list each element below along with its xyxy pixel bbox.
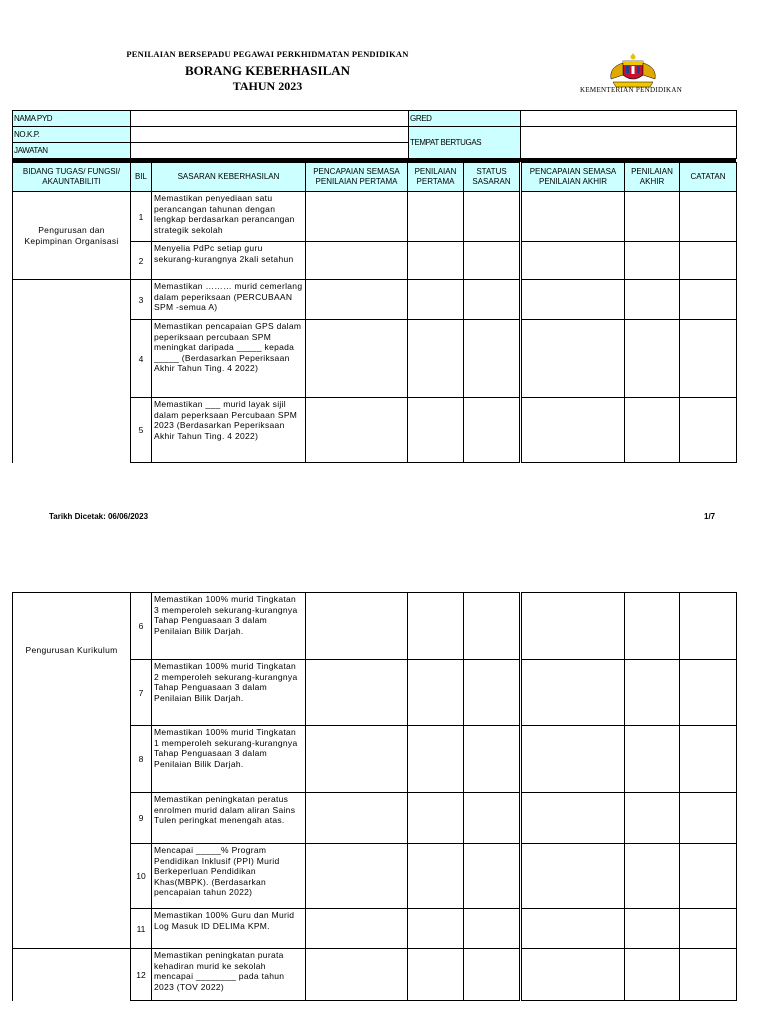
input-cell[interactable] bbox=[625, 909, 680, 949]
input-cell[interactable] bbox=[680, 909, 737, 949]
table-row bbox=[13, 280, 737, 320]
input-cell[interactable] bbox=[464, 726, 521, 793]
keberhasilan-table-page1 bbox=[12, 162, 737, 463]
bil-cell: 1 bbox=[131, 192, 152, 242]
col-catatan: CATATAN bbox=[680, 163, 737, 192]
bil-cell: 8 bbox=[131, 726, 152, 793]
input-cell[interactable] bbox=[464, 398, 521, 463]
input-cell[interactable] bbox=[408, 242, 464, 280]
sasaran-cell: Memastikan ___ murid layak sijil dalam peperksaan Percubaan SPM 2023 (Berdasarkan Peperiksaan Akhir Tahun Ting. 4 2022) bbox=[152, 398, 306, 463]
input-cell[interactable] bbox=[521, 320, 625, 398]
input-cell[interactable] bbox=[306, 320, 408, 398]
bil-cell: 5 bbox=[131, 398, 152, 463]
table-row bbox=[13, 593, 737, 660]
nokp-label: NO.K.P. bbox=[13, 127, 131, 143]
bidang-cell-empty bbox=[13, 280, 131, 463]
col-bidang: BIDANG TUGAS/ FUNGSI/ AKAUNTABILITI bbox=[13, 163, 131, 192]
input-cell[interactable] bbox=[464, 242, 521, 280]
input-cell[interactable] bbox=[680, 320, 737, 398]
input-cell[interactable] bbox=[306, 660, 408, 726]
input-cell[interactable] bbox=[306, 793, 408, 844]
input-cell[interactable] bbox=[408, 949, 464, 1001]
input-cell[interactable] bbox=[680, 660, 737, 726]
input-cell[interactable] bbox=[464, 320, 521, 398]
input-cell[interactable] bbox=[680, 726, 737, 793]
input-cell[interactable] bbox=[521, 844, 625, 909]
gred-label: GRED bbox=[409, 111, 521, 127]
input-cell[interactable] bbox=[408, 844, 464, 909]
input-cell[interactable] bbox=[306, 909, 408, 949]
sasaran-cell: Memastikan peningkatan purata kehadiran murid ke sekolah mencapai ________ pada tahun 2023 (TOV 2022) bbox=[152, 949, 306, 1001]
input-cell[interactable] bbox=[464, 660, 521, 726]
col-sasaran: SASARAN KEBERHASILAN bbox=[152, 163, 306, 192]
bidang-cell: Pengurusan dan Kepimpinan Organisasi bbox=[13, 192, 131, 280]
sasaran-cell: Mencapai _____% Program Pendidikan Inklusif (PPI) Murid Berkeperluan Pendidikan Khas(MBPK). (Berdasarkan pencapaian tahun 2022) bbox=[152, 844, 306, 909]
sasaran-cell: Memastikan 100% Guru dan Murid Log Masuk ID DELIMa KPM. bbox=[152, 909, 306, 949]
form-header-line1: PENILAIAN BERSEPADU PEGAWAI PERKHIDMATAN PENDIDIKAN bbox=[126, 49, 409, 59]
sasaran-cell: Memastikan pencapaian GPS dalam peperiksaan percubaan SPM meningkat daripada _____ kepada _____ (Berdasarkan Peperiksaan Akhir Tahun Ting. 4 2022) bbox=[152, 320, 306, 398]
input-cell[interactable] bbox=[625, 949, 680, 1001]
input-cell[interactable] bbox=[625, 593, 680, 660]
sasaran-cell: Memastikan 100% murid Tingkatan 2 memperoleh sekurang-kurangnya Tahap Penguasaan 3 dalam Penilaian Bilik Darjah. bbox=[152, 660, 306, 726]
keberhasilan-table-page2 bbox=[12, 592, 737, 1001]
input-cell[interactable] bbox=[521, 793, 625, 844]
coat-of-arms-icon bbox=[605, 51, 661, 89]
sasaran-cell: Memastikan penyediaan satu perancangan tahunan dengan lengkap berdasarkan perancangan strategik sekolah bbox=[152, 192, 306, 242]
input-cell[interactable] bbox=[625, 280, 680, 320]
col-pencapaian-akhir: PENCAPAIAN SEMASA PENILAIAN AKHIR bbox=[521, 163, 625, 192]
nokp-value[interactable] bbox=[131, 127, 409, 143]
input-cell[interactable] bbox=[680, 242, 737, 280]
input-cell[interactable] bbox=[464, 949, 521, 1001]
input-cell[interactable] bbox=[625, 192, 680, 242]
input-cell[interactable] bbox=[680, 280, 737, 320]
bidang-cell-empty bbox=[13, 949, 131, 1001]
info-table bbox=[12, 110, 737, 159]
input-cell[interactable] bbox=[306, 280, 408, 320]
bil-cell: 11 bbox=[131, 909, 152, 949]
input-cell[interactable] bbox=[521, 398, 625, 463]
form-title: BORANG KEBERHASILAN bbox=[184, 63, 351, 78]
print-date: Tarikh Dicetak: 06/06/2023 bbox=[49, 512, 149, 521]
table-row bbox=[13, 949, 737, 1001]
sasaran-cell: Memastikan peningkatan peratus enrolmen murid dalam aliran Sains Tulen peringkat menengah atas. bbox=[152, 793, 306, 844]
bil-cell: 9 bbox=[131, 793, 152, 844]
input-cell[interactable] bbox=[306, 844, 408, 909]
nama-pyd-value[interactable] bbox=[131, 111, 409, 127]
input-cell[interactable] bbox=[680, 398, 737, 463]
input-cell[interactable] bbox=[408, 593, 464, 660]
input-cell[interactable] bbox=[464, 909, 521, 949]
form-year: TAHUN 2023 bbox=[232, 79, 303, 93]
bil-cell: 12 bbox=[131, 949, 152, 1001]
input-cell[interactable] bbox=[521, 280, 625, 320]
input-cell[interactable] bbox=[521, 909, 625, 949]
input-cell[interactable] bbox=[625, 320, 680, 398]
input-cell[interactable] bbox=[464, 793, 521, 844]
input-cell[interactable] bbox=[625, 793, 680, 844]
input-cell[interactable] bbox=[408, 320, 464, 398]
page-number: 1/7 bbox=[704, 512, 716, 521]
input-cell[interactable] bbox=[680, 593, 737, 660]
input-cell[interactable] bbox=[408, 398, 464, 463]
bil-cell: 7 bbox=[131, 660, 152, 726]
input-cell[interactable] bbox=[625, 844, 680, 909]
input-cell[interactable] bbox=[464, 280, 521, 320]
input-cell[interactable] bbox=[680, 949, 737, 1001]
input-cell[interactable] bbox=[408, 726, 464, 793]
input-cell[interactable] bbox=[521, 242, 625, 280]
input-cell[interactable] bbox=[464, 192, 521, 242]
table-row bbox=[13, 192, 737, 242]
jawatan-label: JAWATAN bbox=[13, 143, 131, 159]
input-cell[interactable] bbox=[680, 793, 737, 844]
bil-cell: 2 bbox=[131, 242, 152, 280]
bil-cell: 6 bbox=[131, 593, 152, 660]
input-cell[interactable] bbox=[680, 844, 737, 909]
sasaran-cell: Memastikan 100% murid Tingkatan 1 memperoleh sekurang-kurangnya Tahap Penguasaan 3 dalam Penilaian Bilik Darjah. bbox=[152, 726, 306, 793]
col-pencapaian-pertama: PENCAPAIAN SEMASA PENILAIAN PERTAMA bbox=[306, 163, 408, 192]
input-cell[interactable] bbox=[408, 793, 464, 844]
sasaran-cell: Menyelia PdPc setiap guru sekurang-kurangnya 2kali setahun bbox=[152, 242, 306, 280]
input-cell[interactable] bbox=[306, 726, 408, 793]
bil-cell: 4 bbox=[131, 320, 152, 398]
col-penilaian-pertama: PENILAIAN PERTAMA bbox=[408, 163, 464, 192]
input-cell[interactable] bbox=[464, 844, 521, 909]
tempat-bertugas-label: TEMPAT BERTUGAS bbox=[409, 127, 521, 159]
input-cell[interactable] bbox=[625, 726, 680, 793]
input-cell[interactable] bbox=[408, 909, 464, 949]
input-cell[interactable] bbox=[408, 660, 464, 726]
input-cell[interactable] bbox=[408, 192, 464, 242]
bil-cell: 3 bbox=[131, 280, 152, 320]
input-cell[interactable] bbox=[625, 398, 680, 463]
col-status: STATUS SASARAN bbox=[464, 163, 521, 192]
table-header-row bbox=[13, 163, 737, 192]
bidang-cell: Pengurusan Kurikulum bbox=[13, 593, 131, 949]
sasaran-cell: Memastikan ……… murid cemerlang dalam peperiksaan (PERCUBAAN SPM -semua A) bbox=[152, 280, 306, 320]
input-cell[interactable] bbox=[464, 593, 521, 660]
col-bil: BIL bbox=[131, 163, 152, 192]
jawatan-value[interactable] bbox=[131, 143, 409, 159]
col-penilaian-akhir: PENILAIAN AKHIR bbox=[625, 163, 680, 192]
input-cell[interactable] bbox=[521, 949, 625, 1001]
input-cell[interactable] bbox=[521, 192, 625, 242]
input-cell[interactable] bbox=[408, 280, 464, 320]
gred-value[interactable] bbox=[521, 111, 737, 127]
input-cell[interactable] bbox=[306, 398, 408, 463]
nama-pyd-label: NAMA PYD bbox=[13, 111, 131, 127]
input-cell[interactable] bbox=[306, 949, 408, 1001]
input-cell[interactable] bbox=[306, 192, 408, 242]
input-cell[interactable] bbox=[306, 242, 408, 280]
input-cell[interactable] bbox=[625, 660, 680, 726]
input-cell[interactable] bbox=[521, 660, 625, 726]
input-cell[interactable] bbox=[521, 593, 625, 660]
sasaran-cell: Memastikan 100% murid Tingkatan 3 memperoleh sekurang-kurangnya Tahap Penguasaan 3 dalam Penilaian Bilik Darjah. bbox=[152, 593, 306, 660]
input-cell[interactable] bbox=[306, 593, 408, 660]
input-cell[interactable] bbox=[521, 726, 625, 793]
ministry-name: KEMENTERIAN PENDIDIKAN bbox=[580, 86, 683, 94]
tempat-bertugas-value[interactable] bbox=[521, 127, 737, 159]
input-cell[interactable] bbox=[680, 192, 737, 242]
bil-cell: 10 bbox=[131, 844, 152, 909]
input-cell[interactable] bbox=[625, 242, 680, 280]
